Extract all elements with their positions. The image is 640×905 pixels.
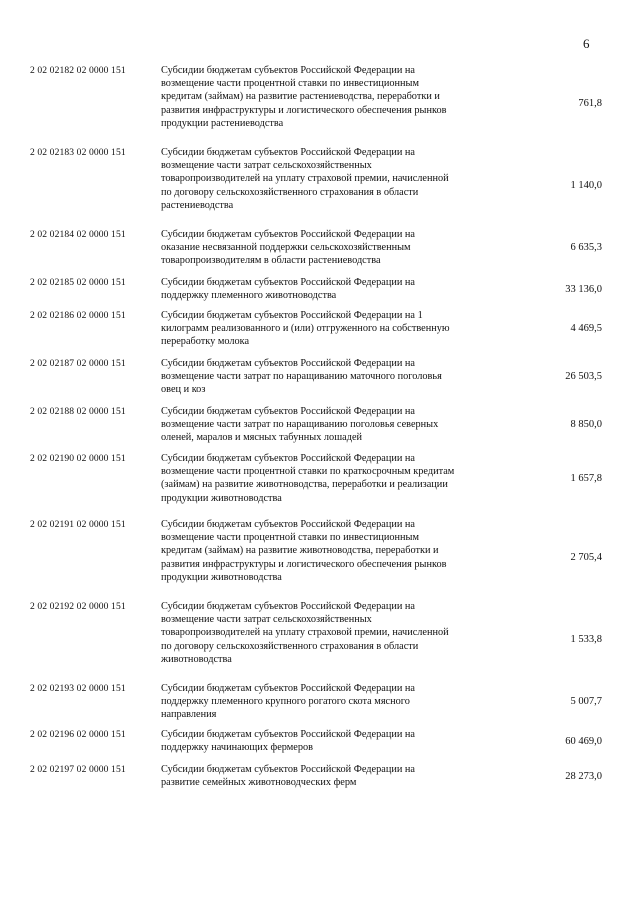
description-line: (займам) на развитие животноводства, переработки и реализации <box>161 479 448 491</box>
row-amount: 28 273,0 <box>565 771 602 782</box>
description-line: по договору сельскохозяйственного страхования в области <box>161 186 419 198</box>
page-number: 6 <box>583 36 590 51</box>
description-line: продукции животноводства <box>161 492 282 504</box>
row-code: 2 02 02183 02 0000 151 <box>30 147 126 158</box>
description-line: развития инфраструктуры и логистического обеспечения рынков <box>161 104 447 116</box>
description-line: товаропроизводителей на уплату страховой премии, начисленной <box>161 173 449 185</box>
row-description <box>161 405 511 445</box>
description-line: продукции животноводства <box>161 571 282 583</box>
description-line: Субсидии бюджетам субъектов Российской Федерации на <box>161 764 416 775</box>
description-line: товаропроизводителям в области растениеводства <box>161 255 381 267</box>
description-line: продукции растениеводства <box>161 117 284 129</box>
row-description <box>161 682 511 722</box>
description-line: Субсидии бюджетам субъектов Российской Федерации на <box>161 683 416 694</box>
row-description <box>161 276 511 302</box>
row-code: 2 02 02188 02 0000 151 <box>30 406 126 417</box>
row-amount: 1 140,0 <box>570 180 602 191</box>
description-line: животноводства <box>161 653 232 665</box>
description-line: направления <box>161 709 217 721</box>
description-line: оленей, маралов и мясных табунных лошадей <box>161 432 363 444</box>
description-line: Субсидии бюджетам субъектов Российской Федерации на <box>161 358 416 369</box>
description-line: возмещение части процентной ставки по инвестиционным <box>161 532 419 544</box>
description-line: возмещение части затрат сельскохозяйственных <box>161 160 372 172</box>
row-description <box>161 357 511 397</box>
description-line: Субсидии бюджетам субъектов Российской Федерации на <box>161 147 416 158</box>
description-line: кредитам (займам) на развитие животноводства, переработки и <box>161 545 439 557</box>
description-line: переработку молока <box>161 336 250 348</box>
row-description <box>161 309 511 349</box>
description-line: Субсидии бюджетам субъектов Российской Федерации на <box>161 277 416 288</box>
description-line: Субсидии бюджетам субъектов Российской Федерации на <box>161 729 416 740</box>
description-line: поддержку племенного крупного рогатого скота мясного <box>161 696 410 708</box>
row-code: 2 02 02186 02 0000 151 <box>30 310 126 321</box>
row-amount: 5 007,7 <box>570 696 602 707</box>
row-amount: 26 503,5 <box>565 371 602 382</box>
row-amount: 2 705,4 <box>570 552 602 563</box>
description-line: развитие семейных животноводческих ферм <box>161 777 357 789</box>
row-amount: 761,8 <box>578 98 602 109</box>
row-code: 2 02 02182 02 0000 151 <box>30 65 126 76</box>
row-code: 2 02 02192 02 0000 151 <box>30 601 126 612</box>
description-line: Субсидии бюджетам субъектов Российской Федерации на <box>161 229 416 240</box>
row-description <box>161 518 511 584</box>
description-line: возмещение части затрат по наращиванию поголовья северных <box>161 419 439 431</box>
row-code: 2 02 02191 02 0000 151 <box>30 519 126 530</box>
row-code: 2 02 02196 02 0000 151 <box>30 729 126 740</box>
row-description <box>161 146 511 212</box>
description-line: оказание несвязанной поддержки сельскохозяйственным <box>161 242 411 254</box>
description-line: Субсидии бюджетам субъектов Российской Федерации на 1 <box>161 310 423 321</box>
description-line: овец и коз <box>161 384 206 396</box>
description-line: килограмм реализованного и (или) отгруженного на собственную <box>161 323 450 335</box>
row-code: 2 02 02187 02 0000 151 <box>30 358 126 369</box>
row-description <box>161 228 511 268</box>
row-code: 2 02 02193 02 0000 151 <box>30 683 126 694</box>
row-code: 2 02 02185 02 0000 151 <box>30 277 126 288</box>
row-description <box>161 728 511 754</box>
row-amount: 4 469,5 <box>570 323 602 334</box>
row-code: 2 02 02190 02 0000 151 <box>30 453 126 464</box>
row-amount: 33 136,0 <box>565 284 602 295</box>
row-amount: 1 657,8 <box>570 473 602 484</box>
description-line: возмещение части затрат сельскохозяйственных <box>161 614 372 626</box>
row-code: 2 02 02184 02 0000 151 <box>30 229 126 240</box>
description-line: поддержку начинающих фермеров <box>161 742 314 754</box>
description-line: Субсидии бюджетам субъектов Российской Федерации на <box>161 601 416 612</box>
description-line: по договору сельскохозяйственного страхования в области <box>161 640 419 652</box>
row-description <box>161 763 511 789</box>
description-line: развития инфраструктуры и логистического обеспечения рынков <box>161 558 447 570</box>
row-amount: 60 469,0 <box>565 736 602 747</box>
row-amount: 1 533,8 <box>570 634 602 645</box>
description-line: Субсидии бюджетам субъектов Российской Федерации на <box>161 406 416 417</box>
description-line: Субсидии бюджетам субъектов Российской Федерации на <box>161 453 416 464</box>
row-amount: 6 635,3 <box>570 242 602 253</box>
description-line: Субсидии бюджетам субъектов Российской Федерации на <box>161 519 416 530</box>
description-line: возмещение части процентной ставки по краткосрочным кредитам <box>161 466 455 478</box>
description-line: товаропроизводителей на уплату страховой премии, начисленной <box>161 627 449 639</box>
description-line: поддержку племенного животноводства <box>161 290 337 302</box>
row-description <box>161 64 511 130</box>
row-description <box>161 600 511 666</box>
description-line: кредитам (займам) на развитие растениеводства, переработки и <box>161 91 440 103</box>
description-line: Субсидии бюджетам субъектов Российской Федерации на <box>161 65 416 76</box>
row-code: 2 02 02197 02 0000 151 <box>30 764 126 775</box>
description-line: растениеводства <box>161 199 234 211</box>
row-description <box>161 452 511 505</box>
description-line: возмещение части затрат по наращиванию маточного поголовья <box>161 371 442 383</box>
description-line: возмещение части процентной ставки по инвестиционным <box>161 78 419 90</box>
row-amount: 8 850,0 <box>570 419 602 430</box>
